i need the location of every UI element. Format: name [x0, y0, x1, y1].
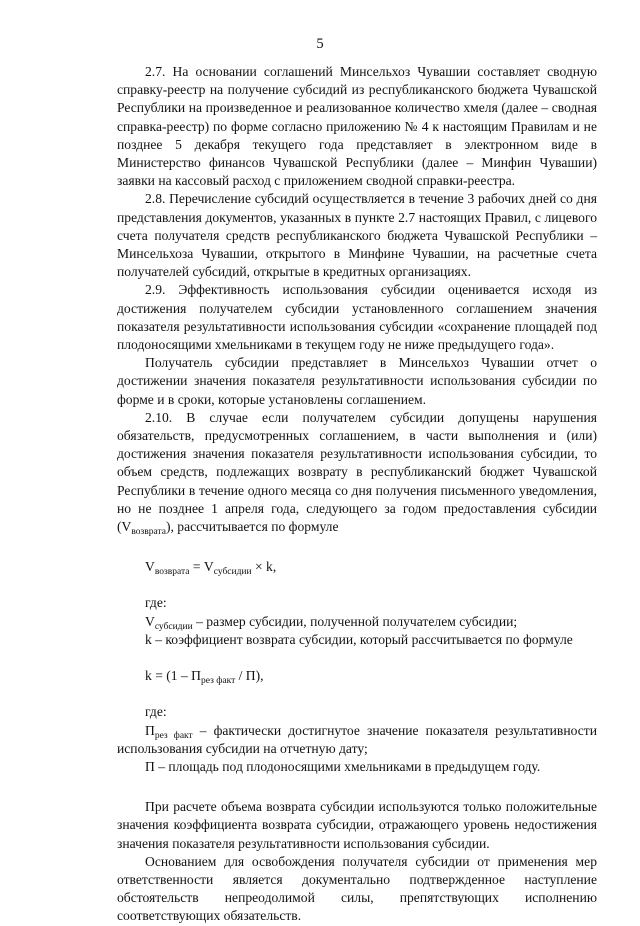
- where-label-2: где:: [145, 704, 167, 720]
- definition-k: k – коэффициент возврата субсидии, который рассчитывается по формуле: [145, 631, 573, 647]
- document-body: [117, 63, 597, 926]
- where-label-1: где:: [145, 595, 167, 611]
- paragraph-exemption-basis: Основанием для освобождения получателя субсидии от применения мер ответственности является документально подтвержденное наступление обстоятельств непреодолимой силы, препятствующих исполнению соответствующих обязательств.: [117, 853, 597, 924]
- paragraph-2-8: 2.8. Перечисление субсидий осуществляется в течение 3 рабочих дней со дня представления документов, указанных в пункте 2.7 настоящих Правил, с лицевого счета получателя средств республиканского бюджета Чувашской Республики – Минсельхоза Чувашии, открытого в Минфине Чувашии, на расчетные счета получателей субсидий, открытые в кредитных организациях.: [117, 191, 597, 280]
- paragraph-2-9-report: Получатель субсидии представляет в Минсельхоз Чувашии отчет о достижении значения показателя результативности использования субсидии по форме и в сроки, которые установлены соглашением.: [117, 355, 597, 407]
- paragraph-2-9: 2.9. Эффективность использования субсидии оценивается исходя из достижения получателем субсидии установленного соглашением значения показателя результативности использования субсидии «сохранение площадей под плодоносящими хмельниками в текущем году не ниже предыдущего года».: [117, 282, 597, 353]
- definition-p-fact: $П_{рез факт}$ – фактически достигнутое значение показателя результативности использования субсидии на отчетную дату;: [117, 722, 597, 756]
- formula-coefficient-k: $k = (1 - П_{рез факт} / П)$,: [145, 668, 264, 687]
- paragraph-2-10: 2.10. В случае если получателем субсидии допущены нарушения обязательств, предусмотренных соглашением, в части выполнения и (или) достижения значения показателя результативности использования субсидии, то объем средств, подлежащих возврату в республиканский бюджет Чувашской Республики в течение одного месяца со дня получения письменного уведомления, но не позднее 1 апреля года, следующего за годом предоставления субсидии $(V_{возврата})$, рассчитывается по формуле: [117, 409, 597, 538]
- definition-p: П – площадь под плодоносящими хмельниками в предыдущем году.: [145, 758, 541, 774]
- definition-v-subsidy: $V_{субсидии}$ – размер субсидии, полученной получателем субсидии;: [145, 613, 518, 632]
- page-number: 5: [316, 36, 324, 52]
- paragraph-calculation: При расчете объема возврата субсидии используются только положительные значения коэффициента возврата субсидии, отражающего уровень недостижения значения показателя результативности использования субсидии.: [117, 799, 597, 851]
- paragraph-2-7: 2.7. На основании соглашений Минсельхоз Чувашии составляет сводную справку-реестр на получение субсидий из республиканского бюджета Чувашской Республики на произведенное и реализованное количество хмеля (далее – сводная справка-реестр) по форме согласно приложению № 4 к настоящим Правилам и не позднее 5 декабря текущего года представляет в электронном виде в Министерство финансов Чувашской Республики (далее – Минфин Чувашии) заявки на кассовый расход с приложением сводной справки-реестра.: [117, 64, 597, 189]
- formula-return-volume: $V_{возврата} = V_{субсидии} \times k$,: [145, 559, 277, 578]
